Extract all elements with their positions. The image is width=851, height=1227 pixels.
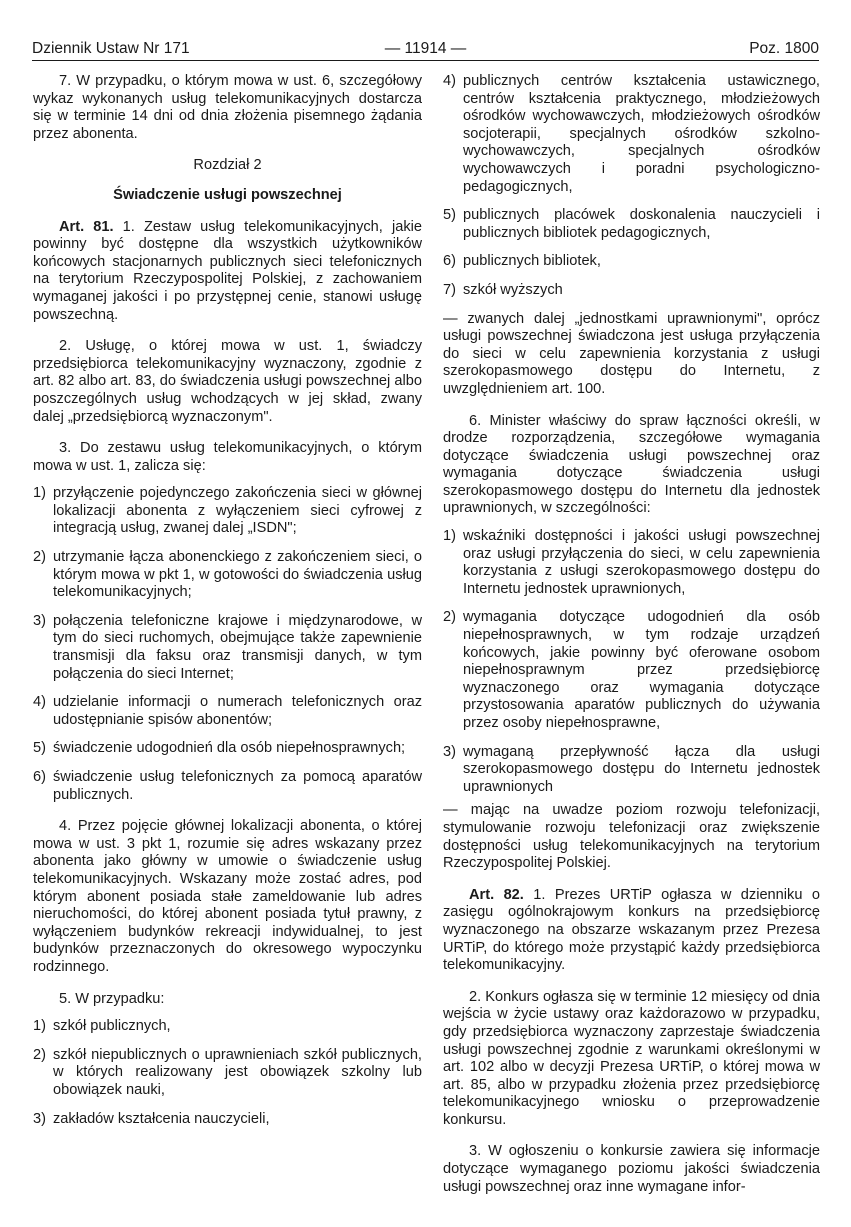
list-item-text: zakładów kształcenia nauczycieli, xyxy=(53,1110,270,1127)
list-item-number: 3) xyxy=(443,743,456,760)
art82-p1-text: 1. Prezes URTiP ogłasza w dzienniku o zasięgu ogólnokrajowym konkurs na przedsiębiorcę wyznaczonego na obszarze wskazanym przez Prezesa URTiP, do którego może przystąpić każdy przedsiębiorca telekomunikacyjny. xyxy=(443,886,820,974)
list-item-number: 5) xyxy=(443,207,456,224)
list-item-text: szkół publicznych, xyxy=(53,1018,171,1035)
chapter-heading: Rozdział 2 xyxy=(193,157,262,174)
right-column xyxy=(443,73,820,1210)
list-item-number: 1) xyxy=(33,485,46,502)
page-number: — 11914 — xyxy=(384,40,467,57)
list-item-number: 4) xyxy=(443,73,456,89)
list-item-text: świadczenie udogodnień dla osób niepełnosprawnych; xyxy=(53,740,406,757)
list-item-text: publicznych placówek doskonalenia nauczycieli i publicznych bibliotek pedagogicznych, xyxy=(463,207,820,241)
paragraph-6: 6. Minister właściwy do spraw łączności określi, w drodze rozporządzenia, szczegółowe wymagania dotyczące świadczenia usługi powszechnej oraz wymagania dotyczące świadczenia usługi szerokopasmowego dostępu do Internetu dla jednostek uprawnionych, w szczególności: xyxy=(443,412,820,517)
list-item-number: 2) xyxy=(33,1046,46,1063)
art81-paragraph-2: 2. Usługę, o której mowa w ust. 1, świadczy przedsiębiorca telekomunikacyjny wyznaczony, zgodnie z art. 82 albo art. 83, do świadczenia usługi powszechnej albo poszczególnych usług wchodzących w jej skład, zwany dalej „przedsiębiorcą wyznaczonym". xyxy=(33,338,422,425)
list-item-text: wymagania dotyczące udogodnień dla osób niepełnosprawnych, w tym rodzaje urządzeń końcowych, jakie powinny być oferowane osobom niepełnosprawnym przez przedsiębiorcę wyznaczonego oraz wymagania dotyczące przystosowania aparatów publicznych do używania przez osoby niepełnosprawne, xyxy=(463,609,820,731)
list-item-text: wymaganą przepływność łącza dla usługi szerokopasmowego dostępu do Internetu jednostek uprawnionych xyxy=(463,743,820,795)
chapter-title: Świadczenie usługi powszechnej xyxy=(113,186,342,203)
list-item xyxy=(443,609,820,732)
journal-title: Dziennik Ustaw Nr 171 xyxy=(32,40,190,57)
list-item xyxy=(443,282,820,300)
art82-paragraph-1 xyxy=(443,887,820,975)
list-item xyxy=(33,740,422,758)
list-item-text: publicznych bibliotek, xyxy=(463,253,601,270)
list-item xyxy=(443,73,820,196)
list-item-text: przyłączenie pojedynczego zakończenia sieci w głównej lokalizacji abonenta z wyłączeniem sieci cyfrowej z integracją usług, zwanej dalej „ISDN"; xyxy=(53,485,422,537)
list-item-text: połączenia telefoniczne krajowe i międzynarodowe, w tym do sieci ruchomych, obejmujące także zapewnienie transmisji dla faksu oraz transmisji danych, w tym połączenia do sieci Internet; xyxy=(53,612,422,682)
art82-paragraph-3: 3. W ogłoszeniu o konkursie zawiera się informacje dotyczące wymaganego poziomu jakości świadczenia usługi powszechnej oraz inne wymagane infor- xyxy=(443,1143,820,1195)
list-item-number: 3) xyxy=(33,1110,46,1127)
list-item-number: 1) xyxy=(443,528,456,545)
art82-label: Art. 82. xyxy=(469,886,524,903)
list-item-number: 4) xyxy=(33,694,46,711)
left-column xyxy=(33,73,422,1139)
list-item xyxy=(33,485,422,538)
art81-label: Art. 81. xyxy=(59,218,114,235)
list-item xyxy=(33,549,422,602)
list-item xyxy=(33,694,422,729)
art81-paragraph-5: 5. W przypadku: xyxy=(59,990,165,1007)
list-item-text: wskaźniki dostępności i jakości usługi powszechnej oraz usługi przyłączenia do sieci, w celu zapewnienia korzystania z usługi szerokopasmowego dostępu do Internetu jednostek uprawnionych, xyxy=(463,528,820,597)
art81-p1-text: 1. Zestaw usług telekomunikacyjnych, jakie powinny być dostępne dla wszystkich użytkowników końcowych stacjonarnych publicznych sieci telefonicznych na terytorium Rzeczypospolitej Polskiej, z zachowaniem wymaganej jakości i po przystępnej cenie, stanowi usługę powszechną. xyxy=(33,218,422,323)
paragraph-6-tail: — mając na uwadze poziom rozwoju telefonizacji, stymulowanie rozwoju telefonizacji oraz zwiększenie dostępności usług telekomunikacyjnych na terytorium Rzeczypospolitej Polskiej. xyxy=(443,802,820,872)
page-header xyxy=(32,40,819,61)
list-item xyxy=(443,207,820,242)
paragraph-7: 7. W przypadku, o którym mowa w ust. 6, szczegółowy wykaz wykonanych usług telekomunikacyjnych dostarcza się w terminie 14 dni od dnia złożenia pisemnego żądania przez abonenta. xyxy=(33,73,422,142)
list-item xyxy=(33,613,422,683)
list-item xyxy=(33,769,422,804)
list-item xyxy=(443,253,820,271)
list-item-number: 2) xyxy=(33,549,46,566)
list-item-number: 6) xyxy=(33,769,46,785)
list-item xyxy=(33,1111,422,1129)
list-item-number: 3) xyxy=(33,612,46,629)
list-item-number: 7) xyxy=(443,281,456,298)
art81-paragraph-4: 4. Przez pojęcie głównej lokalizacji abonenta, o której mowa w ust. 3 pkt 1, rozumie się adres wskazany przez abonenta jako główny w umowie o świadczenie usług telekomunikacyjnych. Wskazany może zostać adres, pod którym abonent posiada stałe zameldowanie lub adres nieruchomości, do której abonent posiada tytuł prawny, z wyłączeniem budynków rekreacji indywidualnej, to jest budynków przeznaczonych do okresowego wypoczynku rodzinnego. xyxy=(33,818,422,975)
list-item-text: świadczenie usług telefonicznych za pomocą aparatów publicznych. xyxy=(53,769,422,803)
art81-paragraph-1 xyxy=(33,219,422,325)
list-item-text: utrzymanie łącza abonenckiego z zakończeniem sieci, o którym mowa w pkt 1, w gotowości do świadczenia usług telekomunikacyjnych; xyxy=(53,549,422,601)
list-item-number: 6) xyxy=(443,253,456,270)
art82-paragraph-2: 2. Konkurs ogłasza się w terminie 12 miesięcy od dnia wejścia w życie ustawy oraz każdorazowo w przypadku, gdy przedsiębiorca wyznaczony zaprzestaje świadczenia usługi powszechnej zgodnie z warunkami określonymi w art. 102 albo w decyzji Prezesa URTiP, o której mowa w art. 85, albo w przypadku złożenia przez przedsiębiorcę telekomunikacyjnego wniosku o przeprowadzenie konkursu. xyxy=(443,988,820,1128)
list-item-text: publicznych centrów kształcenia ustawicznego, centrów kształcenia praktycznego, młodzieżowych ośrodków wychowawczych, młodzieżowych ośrodków socjoterapii, specjalnych ośrodków szkolno-wychowawczych, specjalnych ośrodków wychowawczych i poradni psychologiczno-pedagogicznych, xyxy=(463,73,820,195)
art81-paragraph-3: 3. Do zestawu usług telekomunikacyjnych, o którym mowa w ust. 1, zalicza się: xyxy=(33,440,422,474)
list-item xyxy=(443,528,820,598)
list-item xyxy=(33,1018,422,1036)
list-item-number: 5) xyxy=(33,740,46,757)
list-item xyxy=(33,1047,422,1100)
paragraph-5-tail: — zwanych dalej „jednostkami uprawnionymi", oprócz usługi powszechnej świadczona jest usługa przyłączenia do sieci w celu zapewnienia korzystania z usługi szerokopasmowego dostępu do Internetu, z uwzględnieniem art. 100. xyxy=(443,310,820,397)
list-item-text: szkół wyższych xyxy=(463,281,563,298)
list-item-number: 2) xyxy=(443,609,456,626)
position-number: Poz. 1800 xyxy=(749,40,819,57)
list-item-text: udzielanie informacji o numerach telefonicznych oraz udostępnianie spisów abonentów; xyxy=(53,694,422,728)
list-item-text: szkół niepublicznych o uprawnieniach szkół publicznych, w których realizowany jest obowiązek szkolny lub obowiązek nauki, xyxy=(53,1046,422,1098)
list-item xyxy=(443,744,820,797)
list-item-number: 1) xyxy=(33,1018,46,1035)
